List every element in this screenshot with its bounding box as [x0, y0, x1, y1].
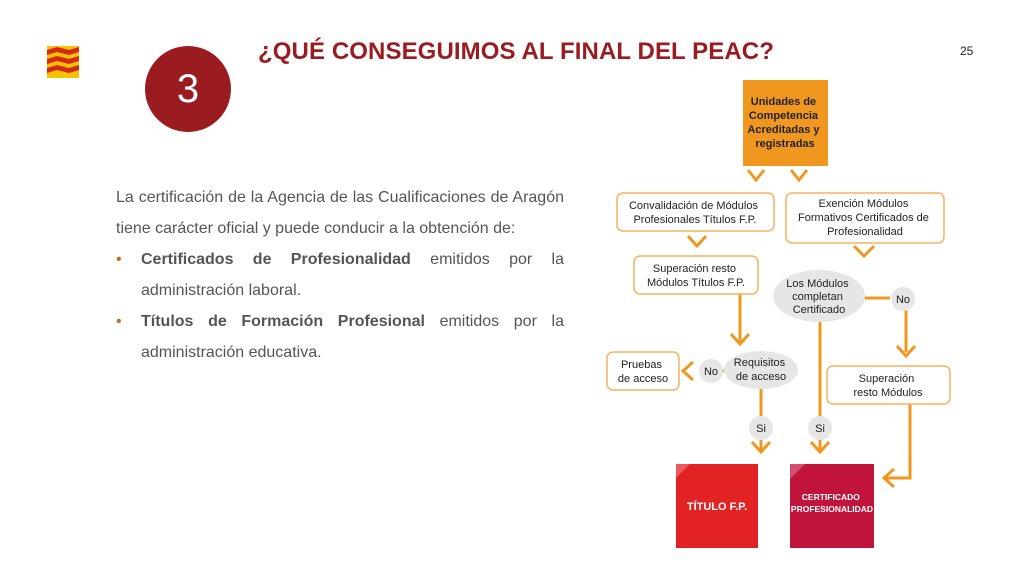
- unidades-competencia-box: [743, 80, 828, 166]
- list-item: [116, 244, 564, 306]
- si-label: Si: [756, 423, 766, 435]
- exencion-label: Exención Módulos Formativos Certificados de Profesionalidad: [798, 198, 929, 238]
- bullet-rest: emitidos por la administración laboral.: [141, 251, 564, 299]
- titulo-fp-label: TÍTULO F.P.: [686, 501, 748, 513]
- bullet-list: [116, 244, 564, 368]
- superacion-resto-label: Superación resto Módulos: [853, 373, 923, 399]
- bullet-rest: emitidos por la administración educativa.: [141, 313, 564, 361]
- pruebas-acceso-label: Pruebas de acceso: [617, 359, 669, 385]
- no-label: No: [895, 294, 911, 306]
- si-label: Si: [815, 423, 825, 435]
- superacion-titulos-label: Superación resto Módulos Títulos F.P.: [646, 263, 746, 289]
- flowchart: [600, 78, 956, 554]
- body-text: [116, 182, 564, 368]
- modulos-completan-label: Los Módulos completan Certificado: [786, 278, 849, 316]
- certificado-label: CERTIFICADO PROFESIONALIDAD: [790, 492, 874, 514]
- step-number-badge: 3: [145, 46, 231, 132]
- unidades-competencia-label: Unidades de Competencia Acreditadas y registradas: [747, 96, 820, 150]
- page-title: ¿QUÉ CONSEGUIMOS AL FINAL DEL PEAC?: [258, 38, 774, 65]
- bullet-bold: Certificados de Profesionalidad: [141, 251, 411, 268]
- bullet-bold: Títulos de Formación Profesional: [141, 313, 425, 330]
- no-label: No: [703, 366, 719, 378]
- intro-paragraph: La certificación de la Agencia de las Cualificaciones de Aragón tiene carácter oficial y puede conducir a la obtención de:: [116, 189, 564, 237]
- aragon-logo-icon: [47, 46, 79, 78]
- page-number: 25: [960, 44, 974, 58]
- convalidacion-label: Convalidación de Módulos Profesionales Títulos F.P.: [628, 200, 758, 226]
- requisitos-acceso-label: Requisitos de acceso: [733, 357, 787, 383]
- list-item: [116, 306, 564, 368]
